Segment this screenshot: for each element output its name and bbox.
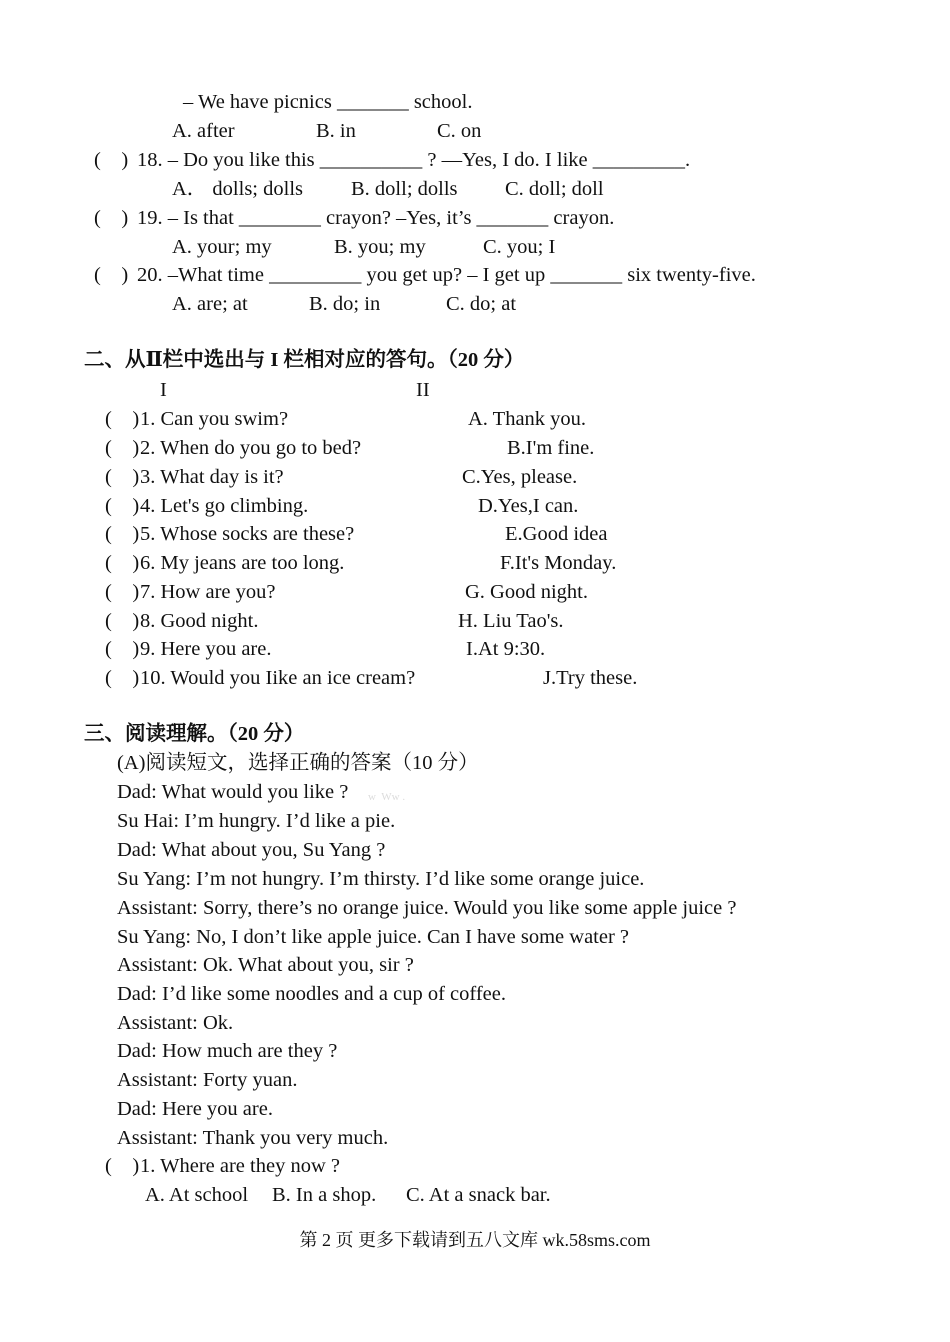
- option-a: A． dolls; dolls: [172, 178, 303, 200]
- match-answer: G. Good night.: [465, 581, 588, 603]
- match-question: 8. Good night.: [140, 610, 259, 632]
- match-answer: F.It's Monday.: [500, 552, 617, 574]
- answer-bracket[interactable]: ( ): [105, 495, 140, 517]
- option-c: C. you; I: [483, 236, 556, 258]
- option-a: A. after: [172, 120, 235, 142]
- match-question: 10. Would you Iike an ice cream?: [140, 667, 416, 689]
- match-answer: C.Yes, please.: [462, 466, 578, 488]
- option-b: B. In a shop.: [272, 1184, 377, 1206]
- match-question: 7. How are you?: [140, 581, 276, 603]
- dialogue-line: Dad: I’d like some noodles and a cup of coffee.: [117, 983, 506, 1005]
- dialogue-line: Dad: How much are they ?: [117, 1040, 338, 1062]
- option-b: B. in: [316, 120, 356, 142]
- answer-bracket[interactable]: ( ): [105, 638, 140, 660]
- match-answer: E.Good idea: [505, 523, 608, 545]
- dialogue-line: Assistant: Thank you very much.: [117, 1127, 389, 1149]
- answer-bracket[interactable]: ( ): [105, 552, 140, 574]
- dialogue-line: Assistant: Forty yuan.: [117, 1069, 298, 1091]
- match-answer: J.Try these.: [543, 667, 638, 689]
- answer-bracket[interactable]: ( ): [105, 523, 140, 545]
- q20-text: 20. –What time _________ you get up? – I get up _______ six twenty-five.: [137, 264, 756, 286]
- option-a: A. At school: [145, 1184, 249, 1206]
- match-answer: D.Yes,I can.: [478, 495, 579, 517]
- answer-bracket[interactable]: ( ): [94, 149, 129, 171]
- section2-heading: 二、从Ⅱ栏中选出与 I 栏相对应的答句。（20 分）: [84, 349, 525, 371]
- option-a: A. are; at: [172, 293, 248, 315]
- dialogue-line: Dad: What would you like ?: [117, 781, 349, 803]
- answer-bracket[interactable]: ( ): [105, 667, 140, 689]
- section3-subheading: (A)阅读短文，选择正确的答案（10 分）: [117, 752, 479, 774]
- match-question: 5. Whose socks are these?: [140, 523, 355, 545]
- match-question: 2. When do you go to bed?: [140, 437, 362, 459]
- match-answer: A. Thank you.: [468, 408, 587, 430]
- q18-text: 18. – Do you like this __________ ? —Yes, I do. I like _________.: [137, 149, 691, 171]
- answer-bracket[interactable]: ( ): [105, 408, 140, 430]
- dialogue-line: Dad: What about you, Su Yang ?: [117, 839, 386, 861]
- option-a: A. your; my: [172, 236, 272, 258]
- option-c: C. on: [437, 120, 482, 142]
- answer-bracket[interactable]: ( ): [105, 581, 140, 603]
- q17-line: – We have picnics _______ school.: [183, 91, 473, 113]
- page-footer: 第 2 页 更多下载请到五八文库 wk.58sms.com: [299, 1230, 651, 1250]
- answer-bracket[interactable]: ( ): [94, 207, 129, 229]
- match-question: 1. Can you swim?: [140, 408, 289, 430]
- dialogue-line: Assistant: Ok. What about you, sir ?: [117, 954, 414, 976]
- dialogue-line: Su Yang: No, I don’t like apple juice. Can I have some water ?: [117, 926, 630, 948]
- match-question: 4. Let's go climbing.: [140, 495, 309, 517]
- option-c: C. doll; doll: [505, 178, 604, 200]
- option-c: C. do; at: [446, 293, 517, 315]
- answer-bracket[interactable]: ( ): [105, 437, 140, 459]
- match-question: 6. My jeans are too long.: [140, 552, 345, 574]
- dialogue-line: Assistant: Ok.: [117, 1012, 234, 1034]
- section3-heading: 三、阅读理解。（20 分）: [84, 723, 305, 745]
- dialogue-line: Dad: Here you are.: [117, 1098, 273, 1120]
- dialogue-line: Su Yang: I’m not hungry. I’m thirsty. I’d like some orange juice.: [117, 868, 645, 890]
- dialogue-line: Assistant: Sorry, there’s no orange juice. Would you like some apple juice ?: [117, 897, 737, 919]
- answer-bracket[interactable]: ( ): [105, 1155, 140, 1177]
- option-b: B. doll; dolls: [351, 178, 458, 200]
- answer-bracket[interactable]: ( ): [105, 466, 140, 488]
- q19-text: 19. – Is that ________ crayon? –Yes, it’s _______ crayon.: [137, 207, 615, 229]
- match-question: 9. Here you are.: [140, 638, 272, 660]
- match-answer: H. Liu Tao's.: [458, 610, 564, 632]
- option-c: C. At a snack bar.: [406, 1184, 551, 1206]
- dialogue-line: Su Hai: I’m hungry. I’d like a pie.: [117, 810, 396, 832]
- watermark: w Ww .: [368, 791, 406, 803]
- column-i-label: I: [160, 379, 167, 401]
- option-b: B. do; in: [309, 293, 381, 315]
- answer-bracket[interactable]: ( ): [105, 610, 140, 632]
- column-ii-label: II: [416, 379, 430, 401]
- option-b: B. you; my: [334, 236, 426, 258]
- match-answer: B.I'm fine.: [507, 437, 595, 459]
- match-answer: I.At 9:30.: [466, 638, 546, 660]
- reading-question: 1. Where are they now ?: [140, 1155, 340, 1177]
- match-question: 3. What day is it?: [140, 466, 284, 488]
- answer-bracket[interactable]: ( ): [94, 264, 129, 286]
